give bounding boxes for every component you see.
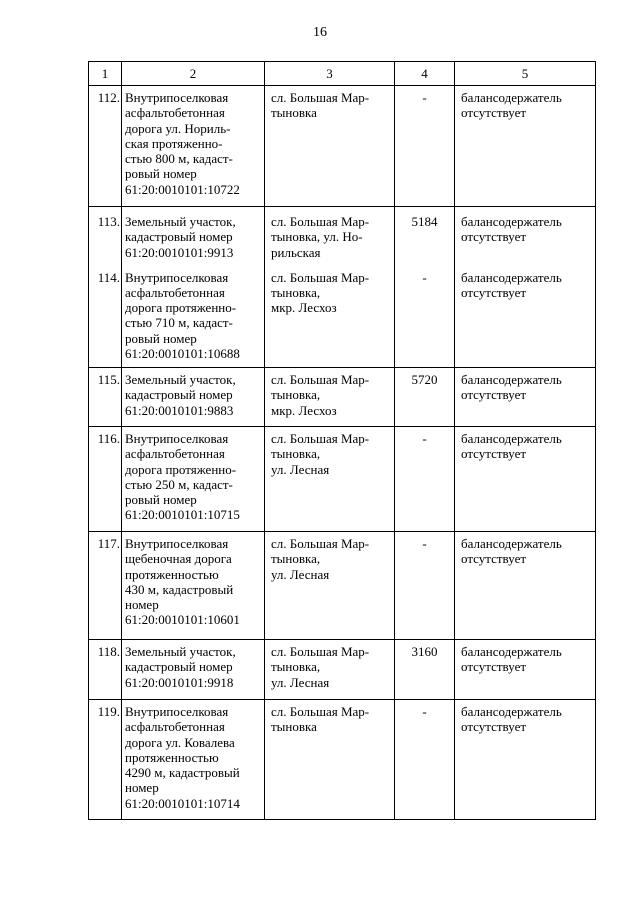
object-name: Земельный участок, кадастровый номер 61:20:0010101:9883 — [122, 368, 265, 427]
balance-holder: балансодержатель отсутствует — [455, 700, 596, 820]
object-name: Земельный участок, кадастровый номер 61:20:0010101:9913 — [122, 207, 265, 266]
table-row — [89, 368, 596, 427]
object-area: 5720 — [395, 368, 455, 427]
object-name: Внутрипоселковая щебеночная дорога протяженностью 430 м, кадастровый номер 61:20:0010101:10601 — [122, 532, 265, 640]
object-area: 5184 — [395, 207, 455, 266]
balance-holder: балансодержатель отсутствует — [455, 207, 596, 266]
header-row — [89, 62, 596, 86]
table-row — [89, 532, 596, 640]
property-registry-table — [88, 61, 596, 820]
table-body — [89, 86, 596, 820]
object-area: - — [395, 266, 455, 368]
balance-holder: балансодержатель отсутствует — [455, 266, 596, 368]
balance-holder: балансодержатель отсутствует — [455, 86, 596, 207]
object-area: - — [395, 700, 455, 820]
table-row — [89, 207, 596, 266]
object-address: сл. Большая Мар- тыновка, ул. Лесная — [265, 427, 395, 532]
row-number: 116. — [89, 427, 122, 532]
object-address: сл. Большая Мар- тыновка, мкр. Лесхоз — [265, 368, 395, 427]
table-header — [89, 62, 596, 86]
object-area: - — [395, 427, 455, 532]
object-address: сл. Большая Мар- тыновка, ул. Лесная — [265, 640, 395, 700]
column-header-4: 4 — [395, 62, 455, 86]
object-address: сл. Большая Мар- тыновка — [265, 86, 395, 207]
page-number: 16 — [313, 25, 327, 40]
object-address: сл. Большая Мар- тыновка, мкр. Лесхоз — [265, 266, 395, 368]
table-row — [89, 86, 596, 207]
object-name: Внутрипоселковая асфальтобетонная дорога протяженно- стью 710 м, кадаст- ровый номер 61:20:0010101:10688 — [122, 266, 265, 368]
object-area: 3160 — [395, 640, 455, 700]
table-row — [89, 427, 596, 532]
object-area: - — [395, 86, 455, 207]
balance-holder: балансодержатель отсутствует — [455, 427, 596, 532]
balance-holder: балансодержатель отсутствует — [455, 368, 596, 427]
object-name: Внутрипоселковая асфальтобетонная дорога ул. Нориль- ская протяженно- стью 800 м, кадаст- ровый номер 61:20:0010101:10722 — [122, 86, 265, 207]
balance-holder: балансодержатель отсутствует — [455, 640, 596, 700]
object-name: Внутрипоселковая асфальтобетонная дорога ул. Ковалева протяженностью 4290 м, кадастровый номер 61:20:0010101:10714 — [122, 700, 265, 820]
column-header-2: 2 — [122, 62, 265, 86]
balance-holder: балансодержатель отсутствует — [455, 532, 596, 640]
table-row — [89, 266, 596, 368]
column-header-3: 3 — [265, 62, 395, 86]
row-number: 118. — [89, 640, 122, 700]
table-row — [89, 700, 596, 820]
object-address: сл. Большая Мар- тыновка, ул. Но- рильская — [265, 207, 395, 266]
object-address: сл. Большая Мар- тыновка — [265, 700, 395, 820]
row-number: 113. — [89, 207, 122, 266]
object-name: Земельный участок, кадастровый номер 61:20:0010101:9918 — [122, 640, 265, 700]
row-number: 112. — [89, 86, 122, 207]
object-address: сл. Большая Мар- тыновка, ул. Лесная — [265, 532, 395, 640]
object-area: - — [395, 532, 455, 640]
column-header-1: 1 — [89, 62, 122, 86]
row-number: 119. — [89, 700, 122, 820]
table-row — [89, 640, 596, 700]
row-number: 115. — [89, 368, 122, 427]
object-name: Внутрипоселковая асфальтобетонная дорога протяженно- стью 250 м, кадаст- ровый номер 61:20:0010101:10715 — [122, 427, 265, 532]
row-number: 117. — [89, 532, 122, 640]
column-header-5: 5 — [455, 62, 596, 86]
row-number: 114. — [89, 266, 122, 368]
